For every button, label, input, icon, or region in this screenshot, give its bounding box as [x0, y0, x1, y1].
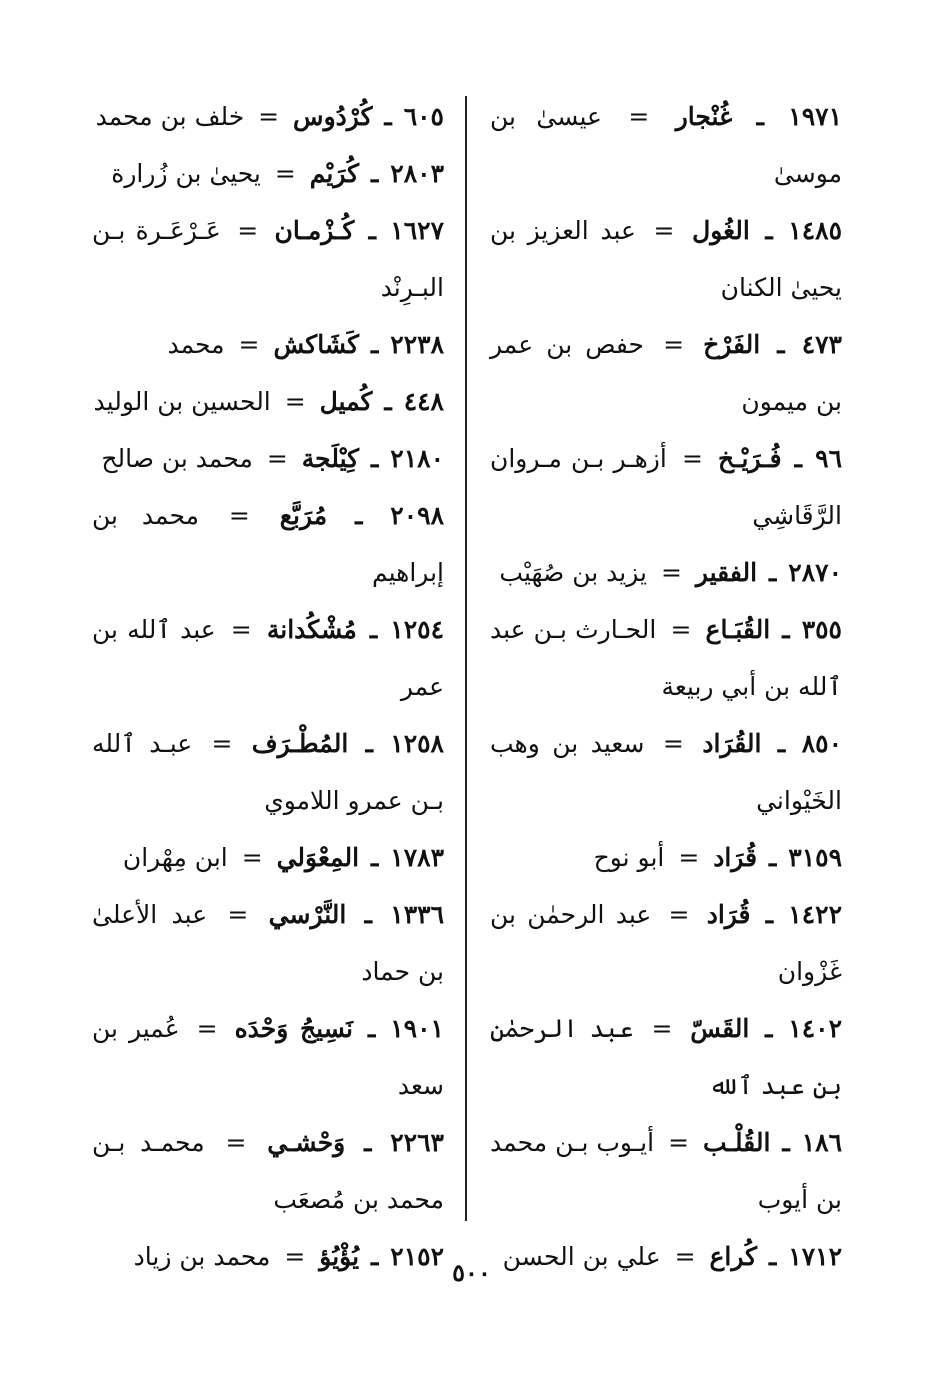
entry-equals: = [225, 1128, 247, 1157]
entry-dash: ـ [371, 330, 379, 359]
entry-dash: ـ [365, 729, 373, 758]
index-entry [490, 601, 842, 715]
entry-full-name: محمد [167, 330, 225, 359]
entry-equals: = [628, 102, 650, 131]
entry-full-name: سعيد بن وهب الخَيْواني [490, 729, 842, 815]
entry-number: ١٩٠١ [390, 1014, 444, 1043]
entry-number: ١٢٥٨ [390, 729, 444, 758]
index-entry [490, 1000, 842, 1114]
entry-dash: ـ [384, 387, 392, 416]
entry-number: ١٧١٢ [788, 1242, 842, 1271]
index-entry [490, 544, 842, 601]
entry-equals: = [196, 1014, 218, 1043]
entry-full-name: عَـرْعَـرة بـن البـرِنْد [92, 216, 444, 302]
entry-number: ٢١٥٢ [390, 1242, 444, 1271]
entry-number: ١٣٣٦ [390, 900, 444, 929]
entry-dash: ـ [364, 900, 372, 929]
entry-equals: = [663, 330, 685, 359]
index-entry [490, 886, 842, 1000]
entry-number: ٦٠٥ [403, 102, 444, 131]
entry-number: ١٤٨٥ [788, 216, 842, 245]
entry-full-name: عبد الرحمٰن بن غَزْوان [490, 900, 842, 986]
index-entry [490, 1114, 842, 1228]
index-column-right [490, 88, 842, 1285]
entry-dash: ـ [369, 615, 378, 644]
entry-dash: ـ [364, 1128, 372, 1157]
index-entry [490, 202, 842, 316]
entry-nickname: المِعْوَلي [276, 843, 360, 872]
entry-number: ١٢٥٤ [390, 615, 444, 644]
entry-nickname: المُطْـرَف [251, 729, 349, 758]
entry-dash: ـ [371, 159, 379, 188]
entry-equals: = [284, 1242, 306, 1271]
entry-nickname: نَسِيجُ وَحْدَه [234, 1014, 353, 1043]
index-entry [490, 430, 842, 544]
entry-equals: = [211, 729, 233, 758]
entry-nickname: كَشَاكش [273, 330, 360, 359]
index-entry [92, 316, 444, 373]
entry-nickname: يُؤْيُؤ [319, 1242, 360, 1271]
index-entry [92, 715, 444, 829]
entry-number: ٣١٥٩ [788, 843, 842, 872]
entry-equals: = [230, 615, 252, 644]
entry-full-name: محمد بن إبراهيم [92, 501, 444, 587]
entry-dash: ـ [371, 444, 379, 473]
entry-nickname: كُرْدُوس [293, 102, 373, 131]
entry-equals: = [678, 843, 700, 872]
index-entry [92, 601, 444, 715]
entry-equals: = [651, 1014, 673, 1043]
index-entry [92, 1000, 444, 1114]
entry-full-name: يزيد بن صُهَيْب [499, 558, 647, 587]
entry-dash: ـ [384, 102, 392, 131]
index-entry [92, 145, 444, 202]
entry-nickname: القُرَاد [702, 729, 762, 758]
entry-nickname: وَحْشـي [267, 1128, 346, 1157]
entry-nickname: غُنْجار [675, 102, 733, 131]
entry-equals: = [228, 501, 250, 530]
entry-full-name: عبد الرحمٰن بن عبد ٱلله [490, 1014, 842, 1100]
entry-nickname: الغُول [692, 216, 750, 245]
entry-nickname: كُراع [709, 1242, 758, 1271]
entry-dash: ـ [765, 1014, 773, 1043]
entry-full-name: محمـد بـن محمد بن مُصعَب [92, 1128, 444, 1214]
entry-full-name: أزهـر بـن مـروان الرَّقَاشِي [490, 444, 842, 530]
entry-number: ٢٨٧٠ [788, 558, 842, 587]
entry-full-name: خلف بن محمد [95, 102, 245, 131]
entry-dash: ـ [769, 558, 777, 587]
entry-equals: = [674, 1242, 696, 1271]
index-entry [92, 886, 444, 1000]
entry-equals: = [227, 900, 249, 929]
entry-nickname: مُشْكُدانة [266, 615, 357, 644]
entry-dash: ـ [794, 444, 802, 473]
entry-dash: ـ [765, 900, 774, 929]
entry-equals: = [653, 216, 675, 245]
entry-number: ١٩٧١ [788, 102, 842, 131]
entry-number: ٢٠٩٨ [390, 501, 444, 530]
entry-number: ٢٢٣٨ [390, 330, 444, 359]
entry-dash: ـ [769, 843, 777, 872]
entry-full-name: أبو نوح [593, 843, 665, 872]
entry-nickname: كِيْلَجة [301, 444, 360, 473]
entry-full-name: الحسين بن الوليد [93, 387, 271, 416]
entry-equals: = [284, 387, 306, 416]
entry-dash: ـ [756, 102, 764, 131]
entry-full-name: عيسىٰ بن موسىٰ [490, 102, 842, 188]
entry-equals: = [681, 444, 703, 473]
entry-nickname: الفَرْخ [703, 330, 761, 359]
entry-number: ١٨٦ [801, 1128, 843, 1157]
index-column-left [92, 88, 444, 1285]
entry-number: ٤٧٣ [801, 330, 842, 359]
entry-number: ٢١٨٠ [390, 444, 444, 473]
column-divider [465, 96, 467, 1221]
index-entry [490, 88, 842, 202]
entry-nickname: كُرَيْم [309, 159, 360, 188]
entry-dash: ـ [777, 729, 786, 758]
entry-nickname: قُرَاد [706, 900, 751, 929]
entry-full-name: عبد ٱلله بن عمر [92, 615, 444, 701]
entry-number: ٢٨٠٣ [390, 159, 444, 188]
entry-full-name: ابن مِهْران [122, 843, 228, 872]
entry-full-name: محمد بن زياد [133, 1242, 271, 1271]
entry-full-name: الحـارث بـن عبد ٱلله بن أبي ربيعة [490, 615, 842, 701]
entry-nickname: كُـزْمـان [274, 216, 355, 245]
entry-dash: ـ [367, 1014, 376, 1043]
index-entry [92, 88, 444, 145]
entry-number: ٢٢٦٣ [390, 1128, 444, 1157]
index-entry [490, 715, 842, 829]
entry-dash: ـ [782, 1128, 790, 1157]
entry-full-name: حفص بن عمر بن ميمون [490, 330, 842, 416]
entry-full-name: عبـد ٱلله بـن عمرو اللاموي [92, 729, 444, 815]
entry-dash: ـ [782, 615, 790, 644]
entry-equals: = [266, 444, 288, 473]
entry-nickname: القُبَـاع [705, 615, 771, 644]
entry-dash: ـ [765, 216, 773, 245]
entry-equals: = [668, 900, 690, 929]
entry-full-name: عبد العزيز بن يحيىٰ الكنان [490, 216, 842, 302]
entry-number: ٤٤٨ [403, 387, 444, 416]
entry-number: ٣٥٥ [801, 615, 842, 644]
entry-number: ١٦٢٧ [390, 216, 444, 245]
index-entry [92, 373, 444, 430]
index-entry [490, 829, 842, 886]
entry-full-name: أيـوب بـن محمد بن أيوب [490, 1128, 842, 1214]
entry-number: ٩٦ [815, 444, 842, 473]
entry-nickname: القُلْـب [703, 1128, 771, 1157]
entry-full-name: يحيىٰ بن زُرارة [111, 159, 261, 188]
entry-nickname: النَّرْسي [268, 900, 347, 929]
entry-equals: = [668, 1128, 690, 1157]
index-entry [92, 1114, 444, 1228]
entry-dash: ـ [777, 330, 785, 359]
entry-equals: = [662, 729, 684, 758]
entry-equals: = [237, 216, 259, 245]
entry-equals: = [258, 102, 280, 131]
index-entry [92, 829, 444, 886]
entry-equals: = [670, 615, 692, 644]
entry-number: ١٧٨٣ [390, 843, 444, 872]
entry-number: ١٤٢٢ [788, 900, 842, 929]
entry-nickname: القَسّ [690, 1014, 750, 1043]
entry-nickname: كُميل [319, 387, 373, 416]
entry-full-name: عُمير بن سعد [92, 1014, 444, 1100]
entry-dash: ـ [769, 1242, 777, 1271]
entry-full-name: محمد بن صالح [101, 444, 253, 473]
entry-dash: ـ [371, 843, 379, 872]
entry-nickname: الفقير [695, 558, 758, 587]
entry-full-name: علي بن الحسن [502, 1242, 661, 1271]
entry-dash: ـ [355, 501, 363, 530]
index-entry [490, 316, 842, 430]
entry-nickname: قُرَاد [713, 843, 758, 872]
index-entry [92, 430, 444, 487]
index-entry [92, 202, 444, 316]
entry-equals: = [274, 159, 296, 188]
entry-full-name: عبد الأعلىٰ بن حماد [92, 900, 444, 986]
entry-number: ١٤٠٢ [788, 1014, 842, 1043]
entry-dash: ـ [368, 216, 376, 245]
index-entry [92, 487, 444, 601]
entry-nickname: فُـرَيْـخ [718, 444, 782, 473]
entry-dash: ـ [371, 1242, 379, 1271]
entry-equals: = [238, 330, 260, 359]
entry-number: ٨٥٠ [801, 729, 843, 758]
entry-equals: = [241, 843, 263, 872]
entry-equals: = [660, 558, 682, 587]
entry-nickname: مُرَبَّع [279, 501, 328, 530]
page-number: ٥٠٠ [452, 1258, 491, 1287]
